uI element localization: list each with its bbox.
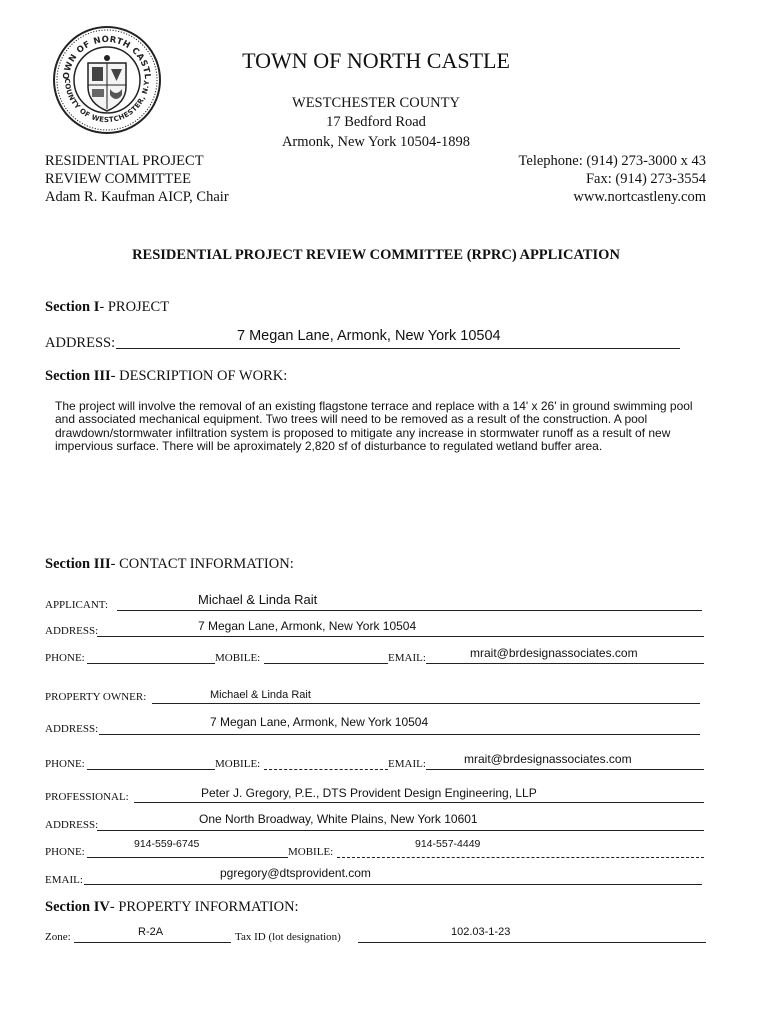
project-address-line xyxy=(116,348,680,349)
professional-address-field[interactable]: One North Broadway, White Plains, New York 10601 xyxy=(199,812,478,826)
professional-mobile-line xyxy=(337,857,704,858)
seal-ring-top-text: OWN OF NORTH CASTL xyxy=(61,34,153,80)
chair-name: Adam R. Kaufman AICP, Chair xyxy=(45,189,229,205)
applicant-email-line xyxy=(426,663,704,664)
applicant-email-field[interactable]: mrait@brdesignassociates.com xyxy=(470,646,638,660)
applicant-address-field[interactable]: 7 Megan Lane, Armonk, New York 10504 xyxy=(198,619,417,633)
professional-phone-line xyxy=(87,857,288,858)
applicant-phone-line[interactable] xyxy=(87,663,215,664)
professional-phone-label: PHONE: xyxy=(45,846,85,858)
city-line: Armonk, New York 10504-1898 xyxy=(281,134,471,150)
applicant-line xyxy=(117,610,702,611)
professional-address-line xyxy=(97,830,704,831)
owner-mobile-label: MOBILE: xyxy=(215,758,261,770)
zone-label: Zone: xyxy=(45,931,71,943)
section-4-title: - PROPERTY INFORMATION: xyxy=(109,899,299,915)
description-of-work-field[interactable] xyxy=(55,400,693,453)
section-1-label: Section I xyxy=(45,299,100,315)
professional-label: PROFESSIONAL: xyxy=(45,791,129,803)
applicant-address-label: ADDRESS: xyxy=(45,625,99,637)
fax: Fax: (914) 273-3554 xyxy=(585,171,706,187)
owner-phone-line[interactable] xyxy=(87,769,215,770)
professional-field[interactable]: Peter J. Gregory, P.E., DTS Provident Design Engineering, LLP xyxy=(201,786,537,800)
taxid-field[interactable]: 102.03-1-23 xyxy=(451,926,511,938)
zone-line xyxy=(74,942,231,943)
professional-phone-field[interactable]: 914-559-6745 xyxy=(134,838,200,850)
applicant-label: APPLICANT: xyxy=(45,599,109,611)
section-2-label: Section III xyxy=(45,368,111,384)
professional-email-field[interactable]: pgregory@dtsprovident.com xyxy=(220,866,371,880)
form-title: RESIDENTIAL PROJECT REVIEW COMMITTEE (RPRC) APPLICATION xyxy=(132,247,620,263)
section-1-heading xyxy=(45,299,169,316)
professional-email-line xyxy=(84,884,702,885)
owner-label: PROPERTY OWNER: xyxy=(45,691,147,703)
seal-ring-bottom-text: COUNTY OF WESTCHESTER, N.Y xyxy=(62,78,152,125)
owner-email-field[interactable]: mrait@brdesignassociates.com xyxy=(464,752,632,766)
owner-email-line xyxy=(426,769,704,770)
section-4-heading xyxy=(45,899,299,916)
town-title: TOWN OF NORTH CASTLE xyxy=(242,48,510,73)
owner-mobile-line[interactable] xyxy=(264,769,388,770)
committee-line-1: RESIDENTIAL PROJECT xyxy=(45,153,204,169)
county-line: WESTCHESTER COUNTY xyxy=(292,95,460,111)
taxid-label: Tax ID (lot designation) xyxy=(235,931,341,943)
website-link[interactable]: www.nortcastleny.com xyxy=(573,189,706,205)
owner-field[interactable]: Michael & Linda Rait xyxy=(210,689,311,701)
professional-mobile-field[interactable]: 914-557-4449 xyxy=(415,838,481,850)
professional-mobile-label: MOBILE: xyxy=(288,846,334,858)
applicant-address-line xyxy=(97,636,704,637)
description-line: impervious surface. There will be aproximately 2,820 sf of disturbance to regulated wetland buffer area. xyxy=(55,438,603,453)
professional-line xyxy=(134,802,704,803)
section-1-title: - PROJECT xyxy=(99,299,170,315)
owner-address-field[interactable]: 7 Megan Lane, Armonk, New York 10504 xyxy=(210,715,429,729)
street-line: 17 Bedford Road xyxy=(326,114,426,130)
professional-address-label: ADDRESS: xyxy=(45,819,99,831)
owner-address-line xyxy=(99,734,700,735)
section-3-label: Section III xyxy=(45,556,111,572)
professional-email-label: EMAIL: xyxy=(45,874,83,886)
owner-line xyxy=(152,703,700,704)
owner-email-label: EMAIL: xyxy=(388,758,426,770)
description-line: The project will involve the removal of an existing flagstone terrace and replace with a 14' x 26' in ground swimming pool xyxy=(55,399,693,413)
applicant-field[interactable]: Michael & Linda Rait xyxy=(198,592,318,607)
project-address-field[interactable]: 7 Megan Lane, Armonk, New York 10504 xyxy=(237,328,501,344)
applicant-email-label: EMAIL: xyxy=(388,652,426,664)
committee-line-2: REVIEW COMMITTEE xyxy=(45,171,191,187)
applicant-mobile-label: MOBILE: xyxy=(215,652,261,664)
section-3-title: - CONTACT INFORMATION: xyxy=(110,556,294,572)
zone-field[interactable]: R-2A xyxy=(138,926,164,938)
section-2-heading xyxy=(45,368,287,385)
project-address-label: ADDRESS: xyxy=(45,335,116,351)
applicant-mobile-line[interactable] xyxy=(264,663,388,664)
taxid-line xyxy=(358,942,706,943)
owner-phone-label: PHONE: xyxy=(45,758,85,770)
owner-address-label: ADDRESS: xyxy=(45,723,99,735)
section-3-heading xyxy=(45,556,294,573)
section-4-label: Section IV xyxy=(45,899,110,915)
applicant-phone-label: PHONE: xyxy=(45,652,85,664)
description-line: and associated mechanical equipment. Two trees will need to be removed as a result of the construction. A pool xyxy=(55,412,648,427)
description-line: drawdown/stormwater infiltration system is proposed to mitigate any increase in stormwater runoff as a result of new xyxy=(55,425,671,440)
telephone: Telephone: (914) 273-3000 x 43 xyxy=(518,153,706,169)
section-2-title: - DESCRIPTION OF WORK: xyxy=(110,368,288,384)
